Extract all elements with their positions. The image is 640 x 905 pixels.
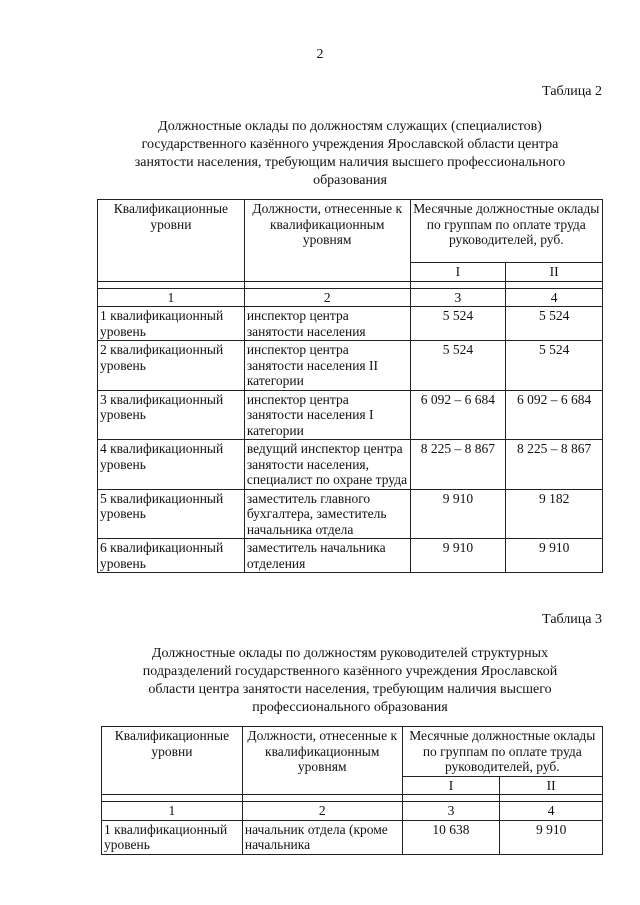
table-row [102,820,603,854]
salary-group-1-cell: 9 910 [410,489,506,539]
table3 [101,726,603,855]
header-qualification-levels: Квалификационные уровни [102,727,243,795]
separator-row [98,281,603,288]
table3-title [100,645,600,717]
column-number-row [102,802,603,821]
column-number: 2 [244,288,410,307]
level-cell: 4 квалификационный уровень [98,440,245,490]
position-cell: инспектор центра занятости населения [244,307,410,341]
level-cell: 6 квалификационный уровень [98,539,245,573]
salary-group-1-cell: 10 638 [402,820,500,854]
header-group-2: II [506,263,603,282]
table-header-row [102,727,603,777]
column-number: 1 [102,802,243,821]
position-cell: инспектор центра занятости населения II категории [244,341,410,391]
salary-group-2-cell: 5 524 [506,341,603,391]
table-row [98,341,603,391]
column-number: 4 [500,802,603,821]
level-cell: 2 квалификационный уровень [98,341,245,391]
salary-group-2-cell: 9 910 [500,820,603,854]
table-row [98,390,603,440]
table2-title-line: образования [313,173,387,188]
salary-group-1-cell: 8 225 – 8 867 [410,440,506,490]
table2-label: Таблица 2 [542,84,602,99]
salary-group-1-cell: 5 524 [410,341,506,391]
position-cell: ведущий инспектор центра занятости населения, специалист по охране труда [244,440,410,490]
column-number: 1 [98,288,245,307]
page-number: 2 [316,47,324,62]
level-cell: 3 квалификационный уровень [98,390,245,440]
level-cell: 5 квалификационный уровень [98,489,245,539]
position-cell: инспектор центра занятости населения I категории [244,390,410,440]
salary-group-2-cell: 5 524 [506,307,603,341]
table3-label: Таблица 3 [542,612,602,627]
position-cell: заместитель начальника отделения [244,539,410,573]
salary-group-2-cell: 9 910 [506,539,603,573]
salary-group-1-cell: 6 092 – 6 684 [410,390,506,440]
header-qualification-levels: Квалификационные уровни [98,200,245,282]
table-row [98,539,603,573]
table2-title-line: государственного казённого учреждения Ярославской области центра [141,137,559,152]
header-group-1: I [402,776,500,795]
header-positions: Должности, отнесенные к квалификационным уровням [244,200,410,282]
header-monthly-salaries: Месячные должностные оклады по группам по оплате труда руководителей, руб. [410,200,602,263]
table2 [97,199,603,573]
level-cell: 1 квалификационный уровень [102,820,243,854]
level-cell: 1 квалификационный уровень [98,307,245,341]
table2-title [100,118,600,190]
header-group-1: I [410,263,506,282]
table-row [98,489,603,539]
salary-group-2-cell: 6 092 – 6 684 [506,390,603,440]
table2-title-line: занятости населения, требующим наличия высшего профессионального [134,155,566,170]
header-positions: Должности, отнесенные к квалификационным уровням [242,727,402,795]
table2-title-line: Должностные оклады по должностям служащих (специалистов) [158,119,542,134]
salary-group-2-cell: 8 225 – 8 867 [506,440,603,490]
header-monthly-salaries: Месячные должностные оклады по группам по оплате труда руководителей, руб. [402,727,602,777]
table3-title-line: области центра занятости населения, требующим наличия высшего [148,682,552,697]
salary-group-1-cell: 9 910 [410,539,506,573]
column-number: 3 [402,802,500,821]
separator-row [102,795,603,802]
header-group-2: II [500,776,603,795]
column-number: 4 [506,288,603,307]
column-number: 3 [410,288,506,307]
position-cell: начальник отдела (кроме начальника [242,820,402,854]
salary-group-1-cell: 5 524 [410,307,506,341]
table3-title-line: подразделений государственного казённого учреждения Ярославской [142,664,558,679]
table-row [98,440,603,490]
table-header-row [98,200,603,263]
position-cell: заместитель главного бухгалтера, заместитель начальника отдела [244,489,410,539]
column-number-row [98,288,603,307]
table3-title-line: профессионального образования [252,700,448,715]
table3-title-line: Должностные оклады по должностям руководителей структурных [151,646,549,661]
salary-group-2-cell: 9 182 [506,489,603,539]
table-row [98,307,603,341]
column-number: 2 [242,802,402,821]
